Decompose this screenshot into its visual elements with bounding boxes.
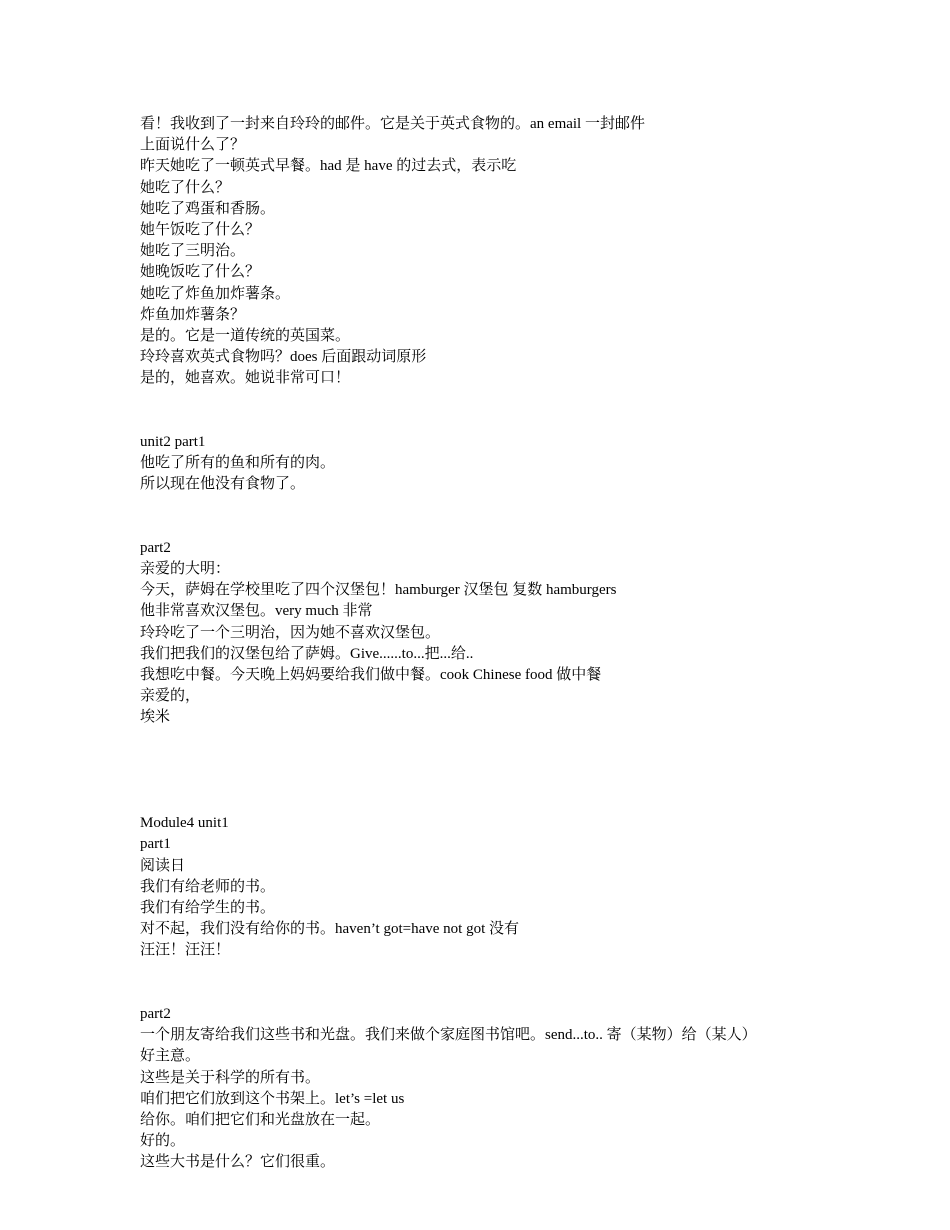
text-line: 她吃了什么？ [140,179,231,196]
text-line: 亲爱的， [140,688,201,705]
text-line: 阅读日 [140,857,186,874]
text-line: 她吃了三明治。 [140,243,246,260]
section-module4-part2 [140,1004,930,1174]
text-line: 这些是关于科学的所有书。 [140,1069,321,1086]
section-spacer [140,495,930,537]
text-line: 是的。它是一道传统的英国菜。 [140,327,351,344]
text-line: 咱们把它们放到这个书架上。let’s =let us [140,1090,405,1107]
section-module4-unit1-part1 [140,813,930,961]
text-line: 她吃了鸡蛋和香肠。 [140,200,276,217]
text-line: 所以现在他没有食物了。 [140,476,306,493]
text-line: 他吃了所有的鱼和所有的肉。 [140,455,336,472]
text-line: 她吃了炸鱼加炸薯条。 [140,285,291,302]
text-line: 今天，萨姆在学校里吃了四个汉堡包！hamburger 汉堡包 复数 hamburgers [140,582,617,599]
section-email-dialogue [140,114,930,389]
text-line: 这些大书是什么？它们很重。 [140,1154,336,1171]
section-spacer [140,728,930,813]
text-line: 我们有给老师的书。 [140,878,276,895]
text-line: 给你。咱们把它们和光盘放在一起。 [140,1111,381,1128]
document-page [140,114,930,1173]
text-line: 好的。 [140,1133,186,1150]
text-line: 上面说什么了？ [140,137,246,154]
text-line: 一个朋友寄给我们这些书和光盘。我们来做个家庭图书馆吧。send...to.. 寄（某物）给（某人） [140,1027,757,1044]
section-unit2-part1 [140,432,930,496]
text-line: 她午饭吃了什么？ [140,221,261,238]
section-unit2-part2-letter [140,538,930,729]
section-subheading: part1 [140,836,171,853]
text-line: 汪汪！汪汪！ [140,942,231,959]
section-heading: Module4 unit1 [140,815,229,832]
text-line: 玲玲吃了一个三明治，因为她不喜欢汉堡包。 [140,624,441,641]
text-line: 埃米 [140,709,171,726]
text-line: 他非常喜欢汉堡包。very much 非常 [140,603,373,620]
text-line: 玲玲喜欢英式食物吗？does 后面跟动词原形 [140,349,427,366]
section-heading: unit2 part1 [140,433,206,450]
text-line: 亲爱的大明： [140,560,231,577]
text-line: 对不起，我们没有给你的书。haven’t got=have not got 没有 [140,921,519,938]
text-line: 炸鱼加炸薯条？ [140,306,246,323]
text-line: 我们有给学生的书。 [140,900,276,917]
section-heading: part2 [140,539,171,556]
text-line: 我想吃中餐。今天晚上妈妈要给我们做中餐。cook Chinese food 做中餐 [140,666,602,683]
text-line: 看！我收到了一封来自玲玲的邮件。它是关于英式食物的。an email 一封邮件 [140,116,645,132]
text-line: 是的，她喜欢。她说非常可口！ [140,370,351,387]
section-spacer [140,389,930,431]
text-line: 好主意。 [140,1048,201,1065]
text-line: 我们把我们的汉堡包给了萨姆。Give......to...把...给.. [140,645,474,662]
text-line: 她晚饭吃了什么？ [140,264,261,281]
text-line: 昨天她吃了一顿英式早餐。had 是 have 的过去式，表示吃 [140,158,517,175]
section-spacer [140,962,930,1004]
section-heading: part2 [140,1005,171,1022]
